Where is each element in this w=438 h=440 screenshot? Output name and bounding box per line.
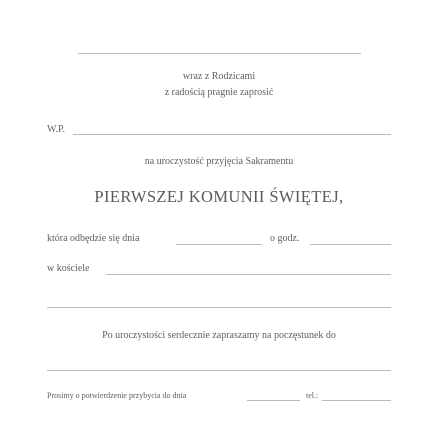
invite-phrase-text: z radością pragnie zaprosić <box>164 87 274 98</box>
rsvp-label: Prosimy o potwierdzenie przybycia do dnia <box>47 391 187 400</box>
reception-text: Po uroczystości serdecznie zapraszamy na poczęstunek do <box>102 330 336 341</box>
time-label: o godz. <box>270 233 300 244</box>
reception-place-line[interactable] <box>47 370 391 371</box>
rsvp-date-line[interactable] <box>247 400 300 401</box>
child-name-line[interactable] <box>78 53 361 54</box>
ceremony-intro-text: na uroczystość przyjęcia Sakramentu <box>144 156 294 167</box>
church-line-2[interactable] <box>47 307 391 308</box>
sacrament-title: PIERWSZEJ KOMUNII ŚWIĘTEJ, <box>94 187 344 206</box>
recipient-label: W.P. <box>47 124 65 135</box>
church-line[interactable] <box>106 274 391 275</box>
time-line[interactable] <box>310 244 391 245</box>
church-label: w kościele <box>47 263 90 274</box>
with-parents-text: wraz z Rodzicami <box>182 71 256 82</box>
date-label: która odbędzie się dnia <box>47 233 140 244</box>
phone-label: tel.: <box>306 391 319 400</box>
date-line[interactable] <box>176 244 262 245</box>
phone-line[interactable] <box>322 400 391 401</box>
recipient-line[interactable] <box>73 134 391 135</box>
